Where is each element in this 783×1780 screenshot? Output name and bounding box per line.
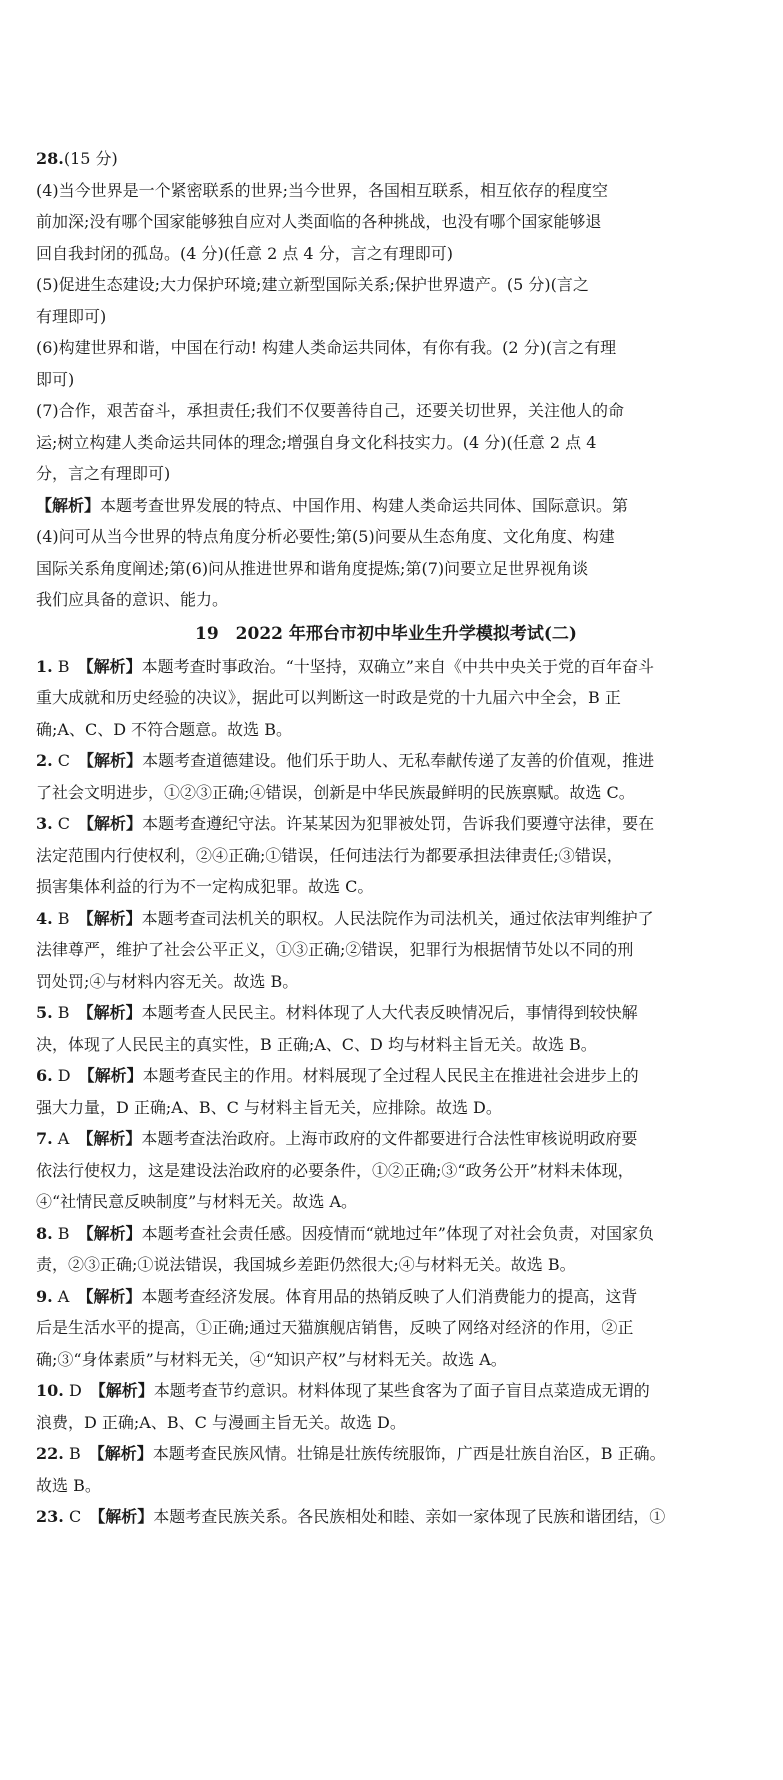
answer-item bbox=[36, 745, 736, 808]
q28-analysis-block bbox=[36, 490, 736, 616]
answer-continuation-line bbox=[36, 1249, 736, 1281]
answer-continuation-line bbox=[36, 1407, 736, 1439]
analysis-tag: 【解析】 bbox=[88, 1444, 153, 1463]
answer-first-line bbox=[36, 1218, 736, 1250]
answer-line: 即可) bbox=[36, 369, 75, 389]
answer-line: (4)当今世界是一个紧密联系的世界;当今世界，各国相互联系，相互依存的程度空 bbox=[36, 180, 609, 200]
analysis-text: 国际关系角度阐述;第(6)问从推进世界和谐角度提炼;第(7)问要立足世界视角谈 bbox=[36, 558, 589, 578]
answer-first-line bbox=[36, 808, 736, 840]
question-number: 6. bbox=[36, 1066, 53, 1085]
answer-first-line bbox=[36, 745, 736, 777]
answer-continuation-line bbox=[36, 1029, 736, 1061]
analysis-tag: 【解析】 bbox=[77, 656, 142, 676]
answer-continuation-line bbox=[36, 1470, 736, 1502]
analysis-text: 本题考查社会责任感。因疫情而“就地过年”体现了对社会负责，对国家负 bbox=[141, 1223, 654, 1243]
analysis-text: 本题考查人民民主。材料体现了人大代表反映情况后，事情得到较快解 bbox=[141, 1003, 638, 1022]
document-page bbox=[36, 143, 736, 1533]
answer-item bbox=[36, 1375, 736, 1438]
analysis-text: 确;③“身体素质”与材料无关，④“知识产权”与材料无关。故选 A。 bbox=[36, 1349, 507, 1369]
answer-continuation-line bbox=[36, 1186, 736, 1218]
question-number: 22. bbox=[36, 1444, 64, 1463]
question-number: 1. bbox=[36, 656, 53, 676]
analysis-tag: 【解析】 bbox=[78, 1066, 143, 1085]
question-number: 10. bbox=[36, 1381, 64, 1400]
answer-line: (7)合作，艰苦奋斗，承担责任;我们不仅要善待自己，还要关切世界，关注他人的命 bbox=[36, 401, 625, 420]
analysis-text: 损害集体利益的行为不一定构成犯罪。故选 C。 bbox=[36, 877, 374, 896]
analysis-tag: 【解析】 bbox=[77, 1223, 142, 1243]
section-title: 19 2022 年邢台市初中毕业生升学模拟考试(二) bbox=[195, 623, 577, 644]
analysis-tag: 【解析】 bbox=[78, 814, 143, 833]
answer-first-line bbox=[36, 1438, 736, 1470]
analysis-text: 本题考查节约意识。材料体现了某些食客为了面子盲目点菜造成无谓的 bbox=[153, 1381, 650, 1400]
analysis-text: 本题考查道德建设。他们乐于助人、无私奉献传递了友善的价值观，推进 bbox=[142, 751, 655, 770]
analysis-tag: 【解析】 bbox=[89, 1381, 154, 1400]
question-number: 23. bbox=[36, 1507, 64, 1526]
answer-continuation-line bbox=[36, 1155, 736, 1187]
answer-first-line bbox=[36, 1375, 736, 1407]
choice-letter: B bbox=[57, 908, 70, 928]
question-number: 4. bbox=[36, 908, 53, 928]
analysis-text: 法定范围内行使权利，②④正确;①错误，任何违法行为都要承担法律责任;③错误， bbox=[36, 845, 623, 865]
analysis-tag: 【解析】 bbox=[77, 1003, 142, 1022]
question-number: 9. bbox=[36, 1286, 53, 1306]
analysis-line bbox=[36, 490, 736, 522]
answer-item bbox=[36, 651, 736, 746]
choice-letter: B bbox=[57, 1003, 70, 1022]
choice-letter: C bbox=[68, 1507, 82, 1526]
answer-item bbox=[36, 997, 736, 1060]
answer-continuation-line bbox=[36, 966, 736, 998]
answer-first-line bbox=[36, 1281, 736, 1313]
answer-first-line bbox=[36, 1060, 736, 1092]
analysis-text: 本题考查经济发展。体育用品的热销反映了人们消费能力的提高，这背 bbox=[141, 1286, 638, 1306]
answer-continuation-line bbox=[36, 682, 736, 714]
answer-line: (5)促进生态建设;大力保护环境;建立新型国际关系;保护世界遗产。(5 分)(言之 bbox=[36, 275, 589, 294]
answer-line: (6)构建世界和谐，中国在行动! 构建人类命运共同体，有你有我。(2 分)(言之有理 bbox=[36, 338, 617, 357]
choice-letter: A bbox=[57, 1129, 70, 1148]
analysis-text: ④“社情民意反映制度”与材料无关。故选 A。 bbox=[36, 1192, 358, 1211]
analysis-text: (4)问可从当今世界的特点角度分析必要性;第(5)问要从生态角度、文化角度、构建 bbox=[36, 527, 615, 546]
answer-continuation-line bbox=[36, 714, 736, 746]
answer-first-line bbox=[36, 1501, 736, 1533]
choice-letter: D bbox=[57, 1066, 71, 1085]
analysis-text: 依法行使权力，这是建设法治政府的必要条件，①②正确;③“政务公开”材料未体现， bbox=[36, 1160, 634, 1180]
analysis-text: 本题考查法治政府。上海市政府的文件都要进行合法性审核说明政府要 bbox=[141, 1129, 638, 1148]
analysis-tag: 【解析】 bbox=[77, 1129, 142, 1148]
answer-item bbox=[36, 1060, 736, 1123]
question-number: 7. bbox=[36, 1129, 53, 1148]
analysis-text: 罚处罚;④与材料内容无关。故选 B。 bbox=[36, 971, 299, 991]
answer-continuation-line bbox=[36, 1312, 736, 1344]
answer-first-line bbox=[36, 997, 736, 1029]
answer-line: 运;树立构建人类命运共同体的理念;增强自身文化科技实力。(4 分)(任意 2 点 4 bbox=[36, 432, 597, 452]
analysis-text: 了社会文明进步，①②③正确;④错误，创新是中华民族最鲜明的民族禀赋。故选 C。 bbox=[36, 782, 635, 802]
analysis-text: 确;A、C、D 不符合题意。故选 B。 bbox=[36, 719, 292, 739]
answer-continuation-line bbox=[36, 934, 736, 966]
choice-letter: B bbox=[68, 1444, 81, 1463]
question-score: (15 分) bbox=[63, 149, 118, 168]
answer-item bbox=[36, 1501, 736, 1533]
answer-continuation-line bbox=[36, 1092, 736, 1124]
choice-letter: B bbox=[57, 656, 70, 676]
answer-continuation-line bbox=[36, 840, 736, 872]
question-number: 2. bbox=[36, 751, 53, 770]
question-number: 3. bbox=[36, 814, 53, 833]
analysis-text: 法律尊严，维护了社会公平正义，①③正确;②错误，犯罪行为根据情节处以不同的刑 bbox=[36, 940, 634, 959]
analysis-tag: 【解析】 bbox=[36, 495, 101, 515]
analysis-tag: 【解析】 bbox=[89, 1507, 154, 1526]
answer-line: 回自我封闭的孤岛。(4 分)(任意 2 点 4 分，言之有理即可) bbox=[36, 243, 453, 263]
answer-line: 分，言之有理即可) bbox=[36, 464, 171, 483]
answer-continuation-line bbox=[36, 777, 736, 809]
analysis-text: 重大成就和历史经验的决议》，据此可以判断这一时政是党的十九届六中全会，B 正 bbox=[36, 688, 621, 707]
analysis-text: 故选 B。 bbox=[36, 1475, 101, 1495]
analysis-text: 强大力量，D 正确;A、B、C 与材料主旨无关，应排除。故选 D。 bbox=[36, 1097, 502, 1117]
q28-answer-block bbox=[36, 175, 736, 490]
answer-item bbox=[36, 1438, 736, 1501]
answer-continuation-line bbox=[36, 871, 736, 903]
answer-first-line bbox=[36, 1123, 736, 1155]
answer-item bbox=[36, 1218, 736, 1281]
analysis-text: 决，体现了人民民主的真实性，B 正确;A、C、D 均与材料主旨无关。故选 B。 bbox=[36, 1034, 597, 1054]
question-number: 28. bbox=[36, 149, 64, 168]
analysis-text: 我们应具备的意识、能力。 bbox=[36, 590, 229, 609]
question-number: 8. bbox=[36, 1223, 53, 1243]
analysis-text: 后是生活水平的提高，①正确;通过天猫旗舰店销售，反映了网络对经济的作用，②正 bbox=[36, 1318, 634, 1337]
analysis-line bbox=[36, 553, 736, 585]
answer-item bbox=[36, 1123, 736, 1218]
q28-header bbox=[36, 143, 736, 175]
analysis-text: 本题考查民族关系。各民族相处和睦、亲如一家体现了民族和谐团结，① bbox=[153, 1507, 666, 1526]
analysis-text: 本题考查世界发展的特点、中国作用、构建人类命运共同体、国际意识。第 bbox=[100, 495, 629, 515]
choice-letter: C bbox=[57, 814, 71, 833]
answer-first-line bbox=[36, 903, 736, 935]
answer-item bbox=[36, 1281, 736, 1376]
answer-continuation-line bbox=[36, 1344, 736, 1376]
answer-first-line bbox=[36, 651, 736, 683]
question-number: 5. bbox=[36, 1003, 53, 1022]
analysis-text: 本题考查司法机关的职权。人民法院作为司法机关，通过依法审判维护了 bbox=[141, 908, 654, 928]
answer-list bbox=[36, 651, 736, 1533]
analysis-line bbox=[36, 521, 736, 553]
answer-item bbox=[36, 903, 736, 998]
choice-letter: D bbox=[68, 1381, 82, 1400]
analysis-text: 本题考查民族风情。壮锦是壮族传统服饰，广西是壮族自治区，B 正确。 bbox=[152, 1444, 666, 1463]
choice-letter: A bbox=[57, 1286, 70, 1306]
analysis-text: 本题考查民主的作用。材料展现了全过程人民民主在推进社会进步上的 bbox=[142, 1066, 639, 1085]
analysis-tag: 【解析】 bbox=[77, 1286, 142, 1306]
analysis-line bbox=[36, 584, 736, 616]
analysis-tag: 【解析】 bbox=[78, 751, 143, 770]
choice-letter: C bbox=[57, 751, 71, 770]
choice-letter: B bbox=[57, 1223, 70, 1243]
answer-line: 前加深;没有哪个国家能够独自应对人类面临的各种挑战，也没有哪个国家能够退 bbox=[36, 212, 602, 231]
analysis-text: 浪费，D 正确;A、B、C 与漫画主旨无关。故选 D。 bbox=[36, 1412, 406, 1432]
analysis-text: 本题考查遵纪守法。许某某因为犯罪被处罚，告诉我们要遵守法律，要在 bbox=[142, 814, 655, 833]
answer-line: 有理即可) bbox=[36, 306, 107, 326]
analysis-tag: 【解析】 bbox=[77, 908, 142, 928]
answer-item bbox=[36, 808, 736, 903]
analysis-text: 责，②③正确;①说法错误，我国城乡差距仍然很大;④与材料无关。故选 B。 bbox=[36, 1255, 576, 1274]
analysis-text: 本题考查时事政治。“十坚持，双确立”来自《中共中央关于党的百年奋斗 bbox=[141, 656, 654, 676]
